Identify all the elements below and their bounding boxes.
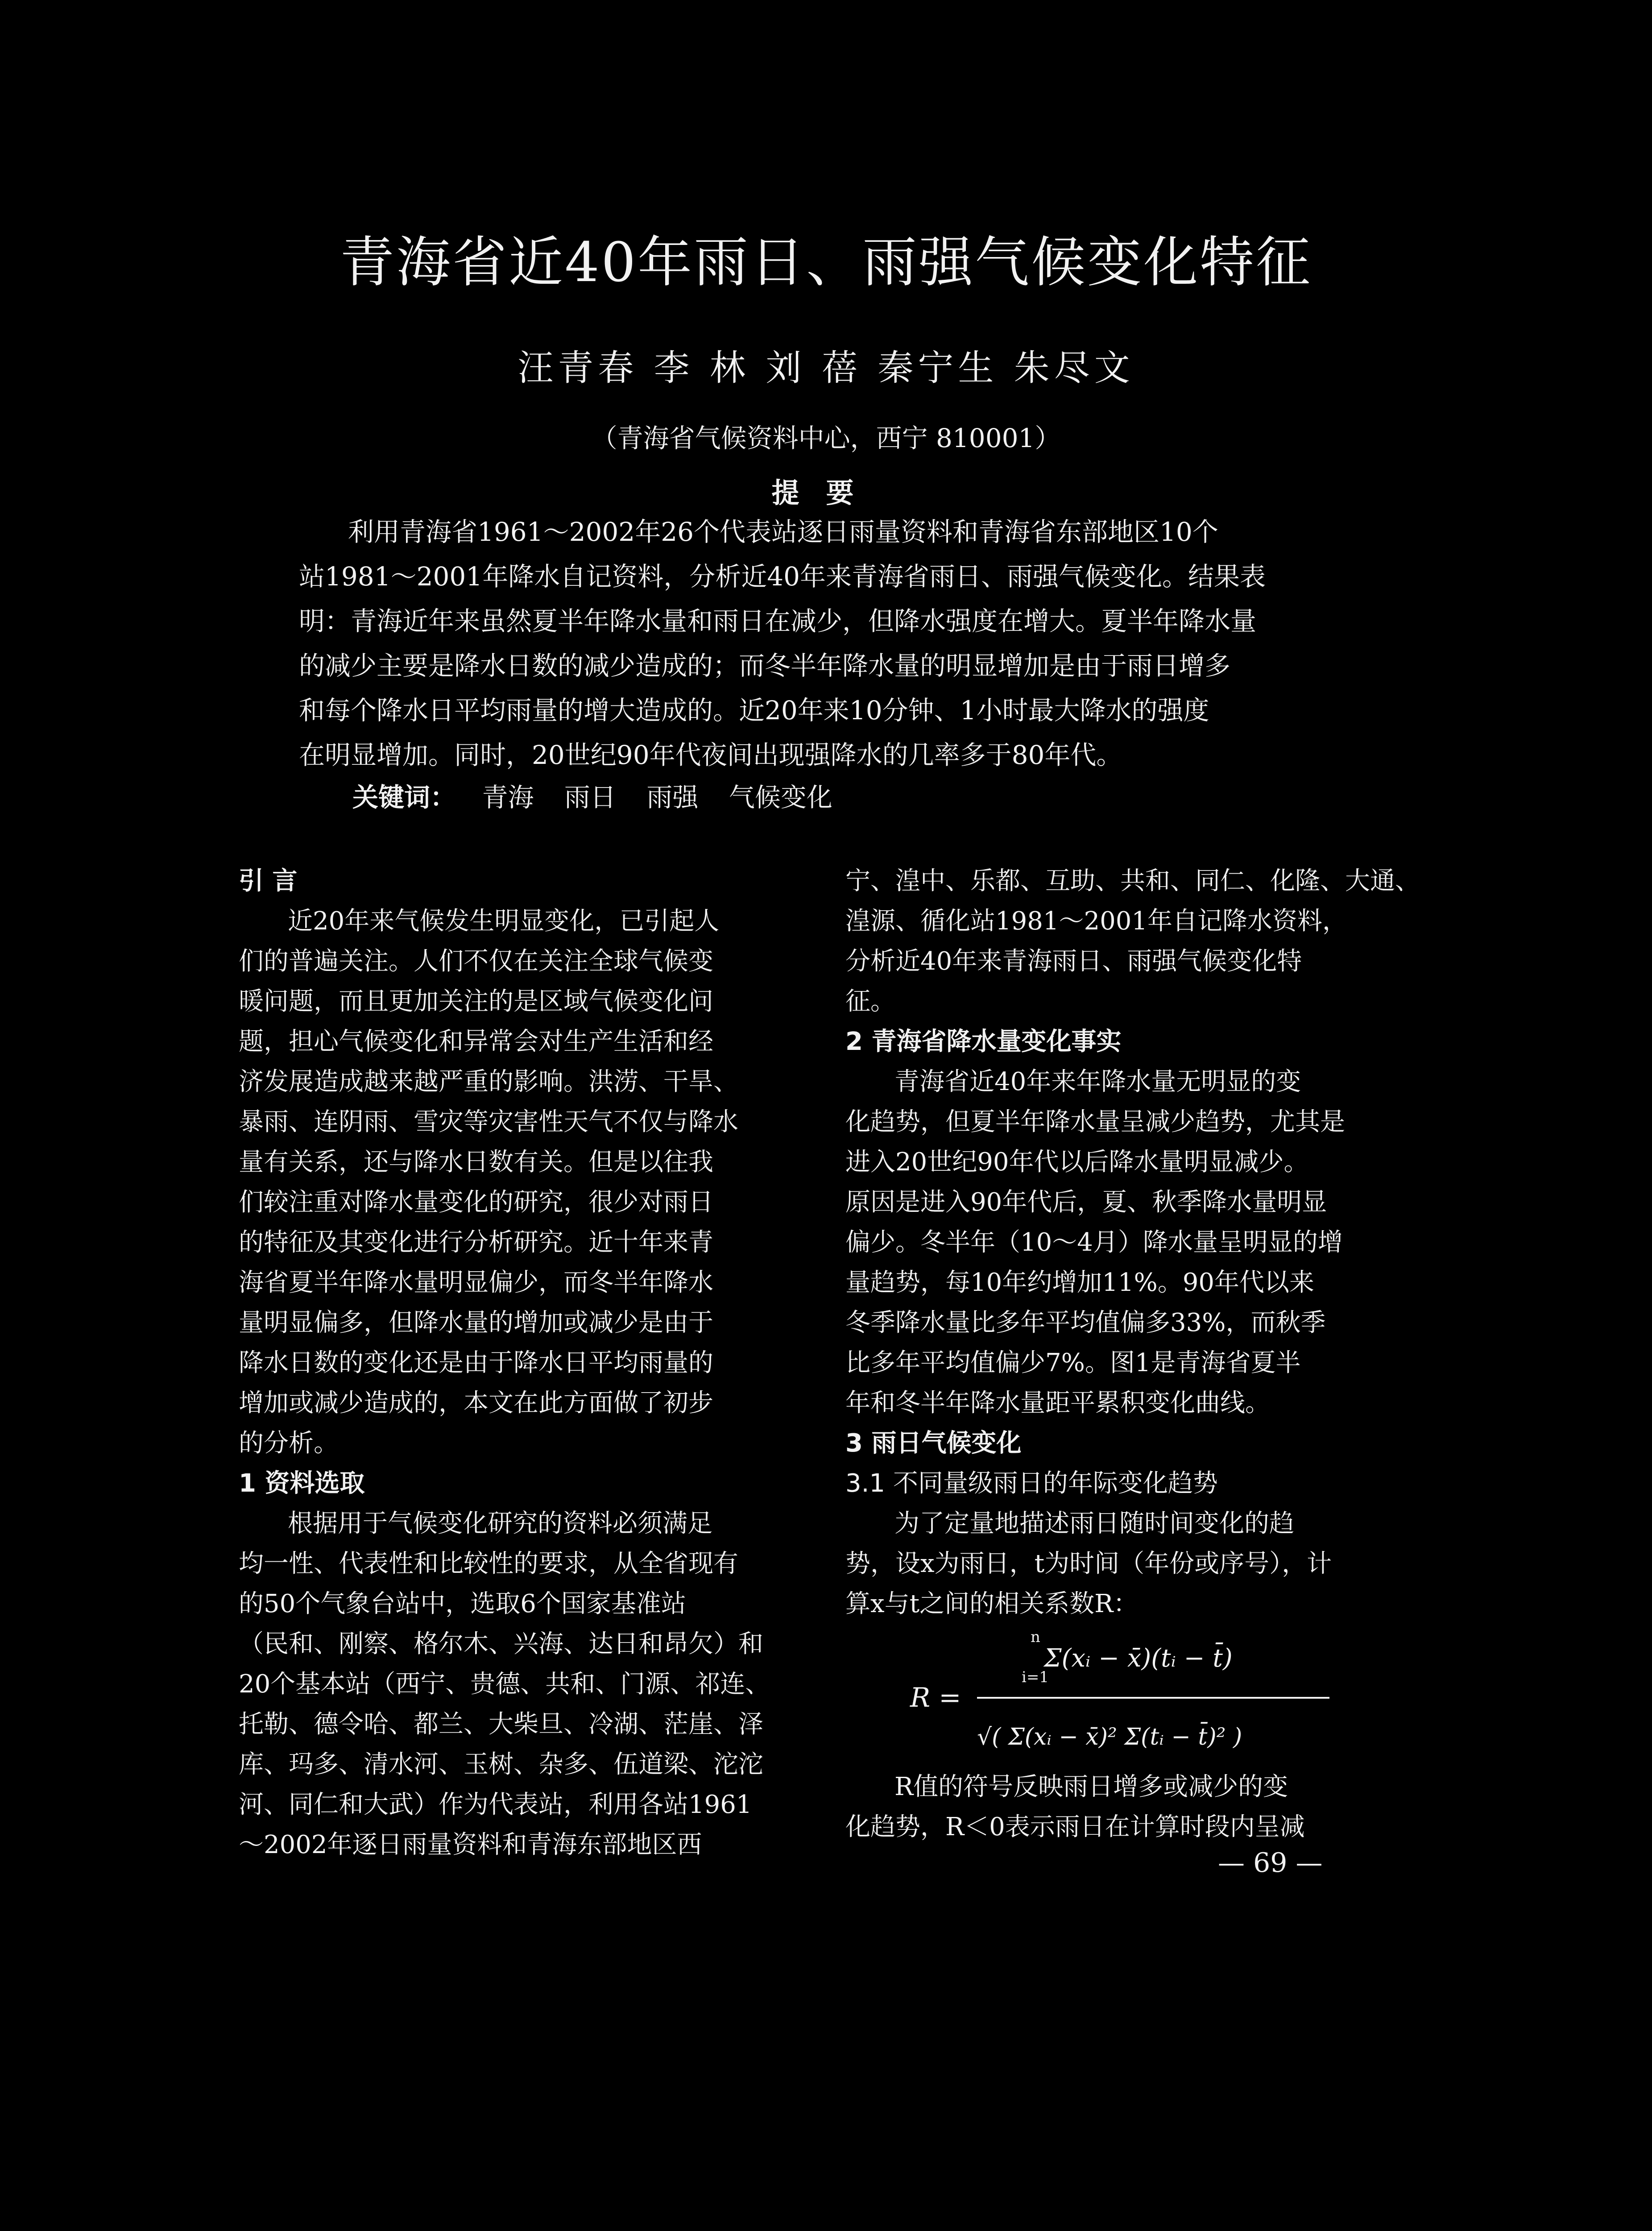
body-line: 的特征及其变化进行分析研究。近十年来青 bbox=[239, 1228, 713, 1257]
body-line: 济发展造成越来越严重的影响。洪涝、干旱、 bbox=[239, 1067, 738, 1096]
body-line: 库、玛多、清水河、玉树、杂多、伍道梁、沱沱 bbox=[239, 1750, 763, 1779]
keyword: 雨强 bbox=[646, 782, 699, 813]
section-heading-data: 1 资料选取 bbox=[239, 1469, 365, 1498]
section-heading-precip: 2 青海省降水量变化事实 bbox=[845, 1027, 1122, 1056]
body-line: 征。 bbox=[845, 987, 895, 1016]
sum-upper: n bbox=[1031, 1628, 1040, 1646]
section-heading-raindays: 3 雨日气候变化 bbox=[845, 1429, 1022, 1458]
body-line: 算x与t之间的相关系数R： bbox=[845, 1589, 1139, 1618]
authors: 汪青春 李 林 刘 蓓 秦宁生 朱尽文 bbox=[518, 347, 1134, 389]
right-column bbox=[845, 861, 1420, 1624]
paper-title: 青海省近40年雨日、雨强气候变化特征 bbox=[340, 231, 1312, 294]
formula-lhs: R = bbox=[910, 1682, 961, 1713]
body-line: 20个基本站（西宁、贵德、共和、门源、祁连、 bbox=[239, 1670, 770, 1699]
keyword: 雨日 bbox=[564, 782, 616, 813]
body-line: 势，设x为雨日，t为时间（年份或序号），计 bbox=[845, 1549, 1332, 1578]
abstract-line: 站1981～2001年降水自记资料，分析近40年来青海省雨日、雨强气候变化。结果表 bbox=[299, 561, 1266, 592]
body-line: 化趋势，R＜0表示雨日在计算时段内呈减 bbox=[845, 1812, 1305, 1841]
body-line: 宁、湟中、乐都、互助、共和、同仁、化隆、大通、 bbox=[845, 867, 1420, 896]
body-line: 分析近40年来青海雨日、雨强气候变化特 bbox=[845, 947, 1302, 976]
correlation-formula bbox=[901, 1624, 1347, 1776]
sum-lower: i=1 bbox=[1022, 1668, 1049, 1686]
body-line: 年和冬半年降水量距平累积变化曲线。 bbox=[845, 1389, 1270, 1418]
body-line: 暴雨、连阴雨、雪灾等灾害性天气不仅与降水 bbox=[239, 1107, 738, 1136]
section-heading-intro: 引 言 bbox=[239, 867, 298, 896]
body-line: 量趋势，每10年约增加11%。90年代以来 bbox=[845, 1268, 1314, 1297]
body-line: 根据用于气候变化研究的资料必须满足 bbox=[288, 1509, 712, 1538]
body-line: 的50个气象台站中，选取6个国家基准站 bbox=[239, 1589, 686, 1618]
body-line: 湟源、循化站1981～2001年自记降水资料， bbox=[845, 907, 1348, 936]
body-line: 青海省近40年来年降水量无明显的变 bbox=[894, 1067, 1301, 1096]
body-line: 冬季降水量比多年平均值偏多33%，而秋季 bbox=[845, 1308, 1326, 1337]
body-line: 题，担心气候变化和异常会对生产生活和经 bbox=[239, 1027, 713, 1056]
abstract-line: 明：青海近年来虽然夏半年降水量和雨日在减少，但降水强度在增大。夏半年降水量 bbox=[299, 606, 1257, 636]
keyword: 青海 bbox=[482, 782, 534, 813]
abstract-line: 在明显增加。同时，20世纪90年代夜间出现强降水的几率多于80年代。 bbox=[299, 740, 1122, 770]
body-line: 托勒、德令哈、都兰、大柴旦、冷湖、茫崖、泽 bbox=[239, 1710, 763, 1739]
right-column-continued bbox=[845, 1767, 1305, 1847]
body-line: 为了定量地描述雨日随时间变化的趋 bbox=[894, 1509, 1294, 1538]
body-line: 降水日数的变化还是由于降水日平均雨量的 bbox=[239, 1348, 713, 1377]
formula-numerator: Σ(xᵢ − x̄)(tᵢ − t̄) bbox=[1044, 1644, 1233, 1673]
body-line: ～2002年逐日雨量资料和青海东部地区西 bbox=[239, 1830, 702, 1859]
affiliation: （青海省气候资料中心，西宁 810001） bbox=[591, 423, 1061, 453]
body-line: 偏少。冬半年（10～4月）降水量呈明显的增 bbox=[845, 1228, 1343, 1257]
body-line: 均一性、代表性和比较性的要求，从全省现有 bbox=[239, 1549, 738, 1578]
left-column bbox=[239, 861, 770, 1865]
body-line: 的分析。 bbox=[239, 1429, 339, 1458]
body-line: 增加或减少造成的，本文在此方面做了初步 bbox=[239, 1389, 713, 1418]
body-line: 河、同仁和大武）作为代表站，利用各站1961 bbox=[239, 1790, 752, 1819]
abstract-line: 的减少主要是降水日数的减少造成的；而冬半年降水量的明显增加是由于雨日增多 bbox=[299, 651, 1231, 681]
abstract-line: 利用青海省1961～2002年26个代表站逐日雨量资料和青海省东部地区10个 bbox=[348, 517, 1218, 547]
body-line: 进入20世纪90年代以后降水量明显减少。 bbox=[845, 1148, 1309, 1177]
body-line: 暖问题，而且更加关注的是区域气候变化问 bbox=[239, 987, 713, 1016]
body-line: R值的符号反映雨日增多或减少的变 bbox=[894, 1772, 1288, 1801]
body-line: （民和、刚察、格尔木、兴海、达日和昂欠）和 bbox=[239, 1630, 763, 1659]
body-line: 们的普遍关注。人们不仅在关注全球气候变 bbox=[239, 947, 713, 976]
body-line: 量有关系，还与降水日数有关。但是以往我 bbox=[239, 1148, 713, 1177]
keywords bbox=[352, 776, 855, 814]
keyword: 气候变化 bbox=[729, 782, 832, 813]
body-line: 化趋势，但夏半年降水量呈减少趋势，尤其是 bbox=[845, 1107, 1345, 1136]
body-line: 量明显偏多，但降水量的增加或减少是由于 bbox=[239, 1308, 713, 1337]
subsection-heading: 3.1 不同量级雨日的年际变化趋势 bbox=[845, 1469, 1218, 1498]
keywords-label: 关键词： bbox=[352, 782, 456, 813]
abstract-line: 和每个降水日平均雨量的增大造成的。近20年来10分钟、1小时最大降水的强度 bbox=[299, 695, 1209, 726]
body-line: 海省夏半年降水量明显偏少，而冬半年降水 bbox=[239, 1268, 713, 1297]
body-line: 比多年平均值偏少7%。图1是青海省夏半 bbox=[845, 1348, 1301, 1377]
body-line: 们较注重对降水量变化的研究，很少对雨日 bbox=[239, 1188, 713, 1217]
body-line: 原因是进入90年代后，夏、秋季降水量明显 bbox=[845, 1188, 1327, 1217]
page-number: — 69 — bbox=[1218, 1847, 1323, 1879]
formula-denominator: √( Σ(xᵢ − x̄)² Σ(tᵢ − t̄)² ) bbox=[977, 1724, 1242, 1750]
abstract-heading: 提要 bbox=[771, 477, 881, 509]
body-line: 近20年来气候发生明显变化，已引起人 bbox=[288, 907, 720, 936]
